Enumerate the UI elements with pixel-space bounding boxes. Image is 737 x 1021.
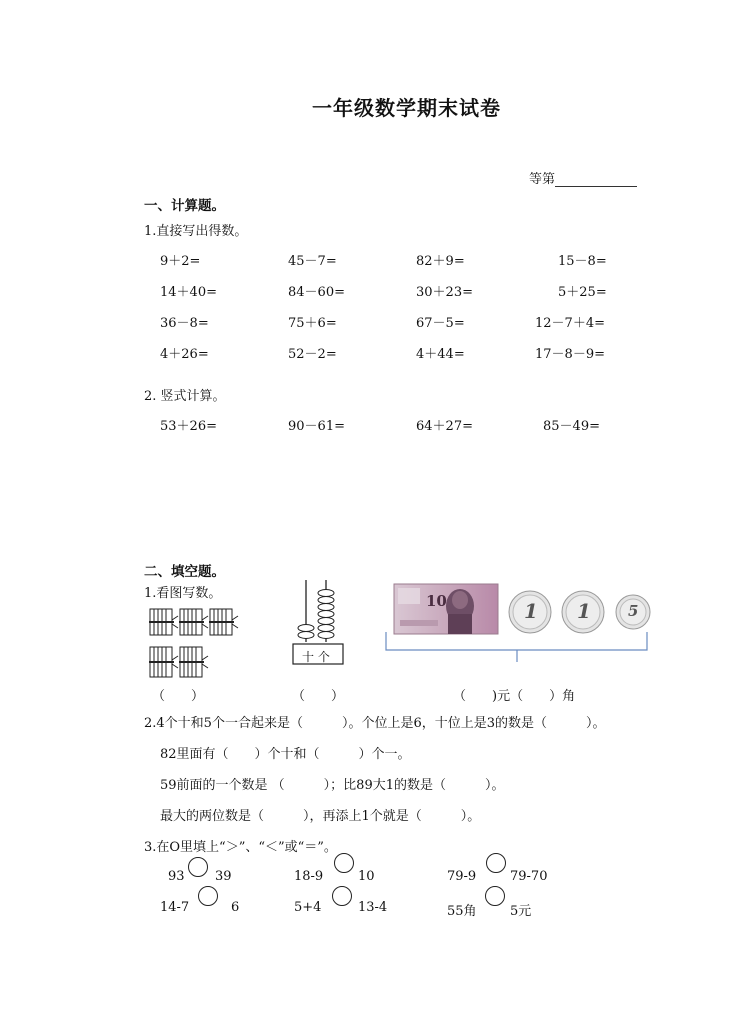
calc-item: 4＋26= xyxy=(160,347,209,362)
stick-bundle-icon xyxy=(179,609,208,635)
calc-item: 82＋9= xyxy=(416,254,465,269)
section2-heading: 二、填空题。 xyxy=(144,564,225,580)
calc-item: 52－2= xyxy=(288,347,337,362)
compare-circle[interactable] xyxy=(485,886,505,906)
calc-item: 4＋44= xyxy=(416,347,465,362)
section1-heading: 一、计算题。 xyxy=(144,198,225,214)
compare-circle[interactable] xyxy=(486,853,506,873)
stick-bundles-image xyxy=(150,607,245,682)
fill-line: 2.4个十和5个一合起来是（ ）。个位上是6，十位上是3的数是（ ）。 xyxy=(144,716,606,731)
banknote-value: 10 xyxy=(426,592,447,610)
stick-bundle-icon xyxy=(149,609,178,635)
fill-line: 最大的两位数是（ ），再添上1个就是（ ）。 xyxy=(160,809,481,824)
calc-item: 75＋6= xyxy=(288,316,337,331)
calc-item: 30＋23= xyxy=(416,285,473,300)
compare-right: 13-4 xyxy=(358,900,388,915)
compare-right: 6 xyxy=(231,900,240,915)
calc-item: 36－8= xyxy=(160,316,209,331)
calc-item: 84－60= xyxy=(288,285,345,300)
compare-circle[interactable] xyxy=(334,853,354,873)
vertical-calc-item: 90－61= xyxy=(288,419,345,434)
compare-left: 55角 xyxy=(447,904,477,919)
grade-field xyxy=(529,168,637,187)
coin-value: 1 xyxy=(524,599,538,623)
fill-line: 82里面有（ ）个十和（ ）个一。 xyxy=(160,747,411,762)
coin-value: 5 xyxy=(628,602,639,620)
answer-blank: （ ） xyxy=(152,689,205,704)
coin-value: 1 xyxy=(577,599,591,623)
stick-bundle-icon xyxy=(149,647,178,677)
s1-q1-label: 1.直接写出得数。 xyxy=(144,224,248,239)
calc-item: 12－7＋4= xyxy=(535,316,605,331)
compare-left: 93 xyxy=(168,869,185,884)
fill-line: 59前面的一个数是 （ ）；比89大1的数是（ ）。 xyxy=(160,778,505,793)
stick-bundle-icon xyxy=(209,609,238,635)
compare-circle[interactable] xyxy=(188,857,208,877)
calc-item: 15－8= xyxy=(558,254,607,269)
vertical-calc-item: 53＋26= xyxy=(160,419,217,434)
s2-q1-label: 1.看图写数。 xyxy=(144,586,222,601)
grade-blank xyxy=(555,172,637,187)
compare-right: 79-70 xyxy=(510,869,548,884)
answer-blank: （ ） xyxy=(292,689,345,704)
vertical-calc-item: 64＋27= xyxy=(416,419,473,434)
compare-circle[interactable] xyxy=(332,886,352,906)
compare-right: 39 xyxy=(215,869,232,884)
calc-item: 17－8－9= xyxy=(535,347,605,362)
compare-right: 10 xyxy=(358,869,375,884)
calc-item: 9＋2= xyxy=(160,254,201,269)
money-brace xyxy=(385,632,651,666)
calc-item: 5＋25= xyxy=(558,285,607,300)
compare-left: 18-9 xyxy=(294,869,324,884)
compare-circle[interactable] xyxy=(198,886,218,906)
calc-item: 67－5= xyxy=(416,316,465,331)
vertical-calc-item: 85－49= xyxy=(543,419,600,434)
s2-q3-label: 3.在O里填上“＞”、“＜”或“＝”。 xyxy=(144,840,337,855)
calc-item: 45－7= xyxy=(288,254,337,269)
abacus-label: 十 个 xyxy=(302,650,330,664)
compare-right: 5元 xyxy=(510,904,532,919)
s1-q2-label: 2. 竖式计算。 xyxy=(144,389,226,404)
page-title: 一年级数学期末试卷 xyxy=(312,96,501,120)
stick-bundle-icon xyxy=(179,647,208,677)
compare-left: 5+4 xyxy=(294,900,322,915)
money-answer-blank: （ )元（ ）角 xyxy=(453,689,576,704)
calc-item: 14＋40= xyxy=(160,285,217,300)
compare-left: 79-9 xyxy=(447,869,477,884)
compare-left: 14-7 xyxy=(160,900,190,915)
grade-label: 等第 xyxy=(529,172,556,187)
